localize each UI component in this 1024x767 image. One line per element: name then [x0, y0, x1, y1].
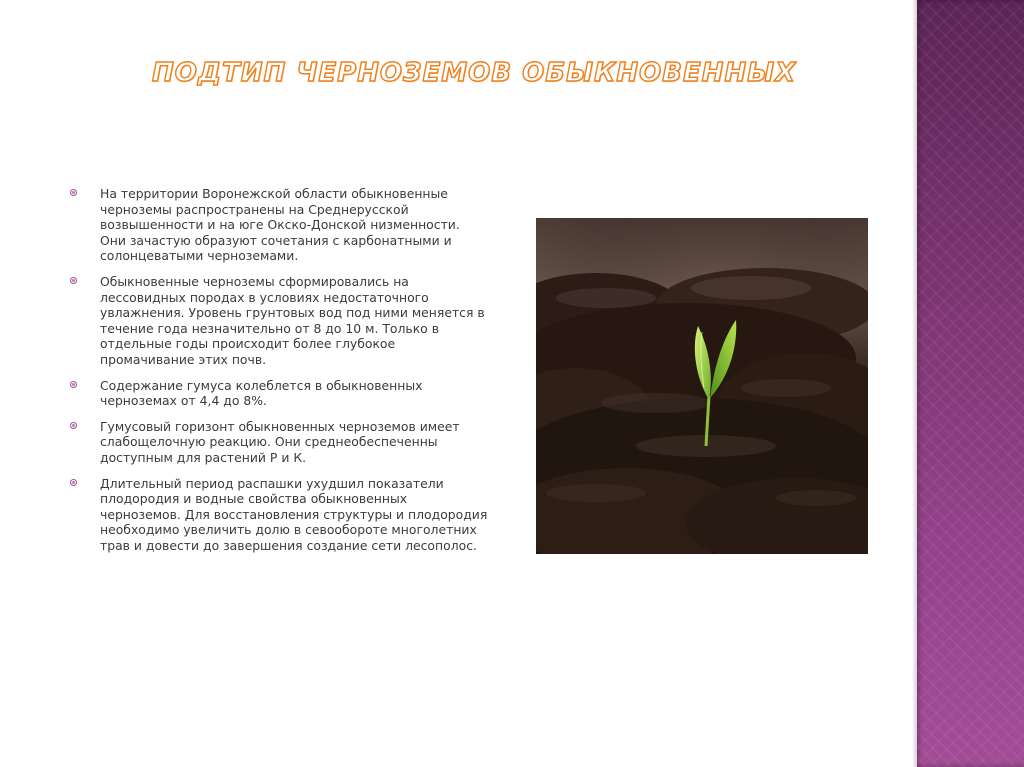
- slide-content: [68, 186, 488, 563]
- bullet-text: Содержание гумуса колеблется в обыкновенных черноземах от 4,4 до 8%.: [100, 377, 423, 409]
- slide-title: ПОДТИП ЧЕРНОЗЕМОВ ОБЫКНОВЕННЫХ: [152, 58, 797, 88]
- bullet-item: [68, 476, 488, 554]
- bullet-item: [68, 378, 488, 409]
- decorative-side-band: [912, 0, 1024, 767]
- bullet-item: [68, 419, 488, 466]
- bullet-item: [68, 274, 488, 368]
- bullet-text: Гумусовый горизонт обыкновенных черноземов имеет слабощелочную реакцию. Они среднеобеспеченны доступным для растений Р и К.: [100, 418, 460, 465]
- bullet-text: Длительный период распашки ухудшил показатели плодородия и водные свойства обыкновенных черноземов. Для восстановления структуры и плодородия необходимо увеличить долю в севообороте многолетних трав и довести до завершения создание сети лесополос.: [100, 475, 488, 553]
- bullet-item: [68, 186, 488, 264]
- bullet-icon: [70, 422, 77, 429]
- seedling-in-soil-photo: [536, 218, 868, 554]
- bullet-icon: [70, 189, 77, 196]
- bullet-icon: [70, 277, 77, 284]
- seedling-illustration: [536, 218, 868, 554]
- bullet-text: На территории Воронежской области обыкновенные черноземы распространены на Среднерусской возвышенности и на юге Окско-Донской низменности. Они зачастую образуют сочетания с карбонатными и солонцеватыми черноземами.: [100, 186, 460, 264]
- bullet-icon: [70, 381, 77, 388]
- bullet-text: Обыкновенные черноземы сформировались на лессовидных породах в условиях недостаточного увлажнения. Уровень грунтовых вод под ними меняется в течение года незначительно от 8 до 10 м. Только в отдельные годы происходит более глубокое промачивание этих почв.: [100, 273, 485, 367]
- bullet-icon: [70, 479, 77, 486]
- bullet-list: [68, 186, 488, 553]
